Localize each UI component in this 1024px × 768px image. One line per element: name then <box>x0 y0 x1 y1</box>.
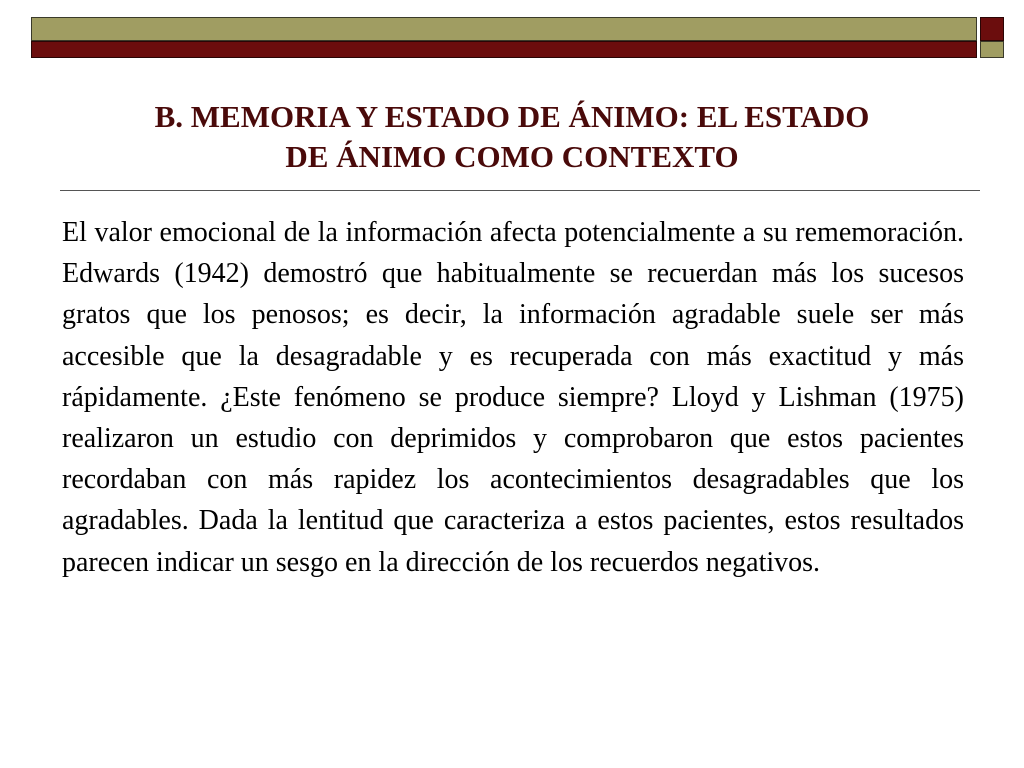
header-square-maroon <box>980 17 1004 41</box>
body-paragraph: El valor emocional de la información afecta potencialmente a su rememoración. Edwards (1942) demostró que habitualmente se recuerdan más los sucesos gratos que los penosos; es decir, la información agradable suele ser más accesible que la desagradable y es recuperada con más exactitud y más rápidamente. ¿Este fenómeno se produce siempre? Lloyd y Lishman (1975) realizaron un estudio con deprimidos y comprobaron que estos pacientes recordaban con más rapidez los acontecimientos desagradables que los agradables. Dada la lentitud que caracteriza a estos pacientes, estos resultados parecen indicar un sesgo en la dirección de los recuerdos negativos. <box>62 217 964 578</box>
title-divider <box>60 190 980 191</box>
header-bar-olive <box>31 17 977 41</box>
header-square-olive <box>980 41 1004 58</box>
slide-title-line-1: B. MEMORIA Y ESTADO DE ÁNIMO: EL ESTADO <box>154 99 870 134</box>
header-bar-maroon <box>31 41 977 58</box>
slide-title <box>60 97 964 177</box>
slide-title-line-2: DE ÁNIMO COMO CONTEXTO <box>285 139 739 174</box>
